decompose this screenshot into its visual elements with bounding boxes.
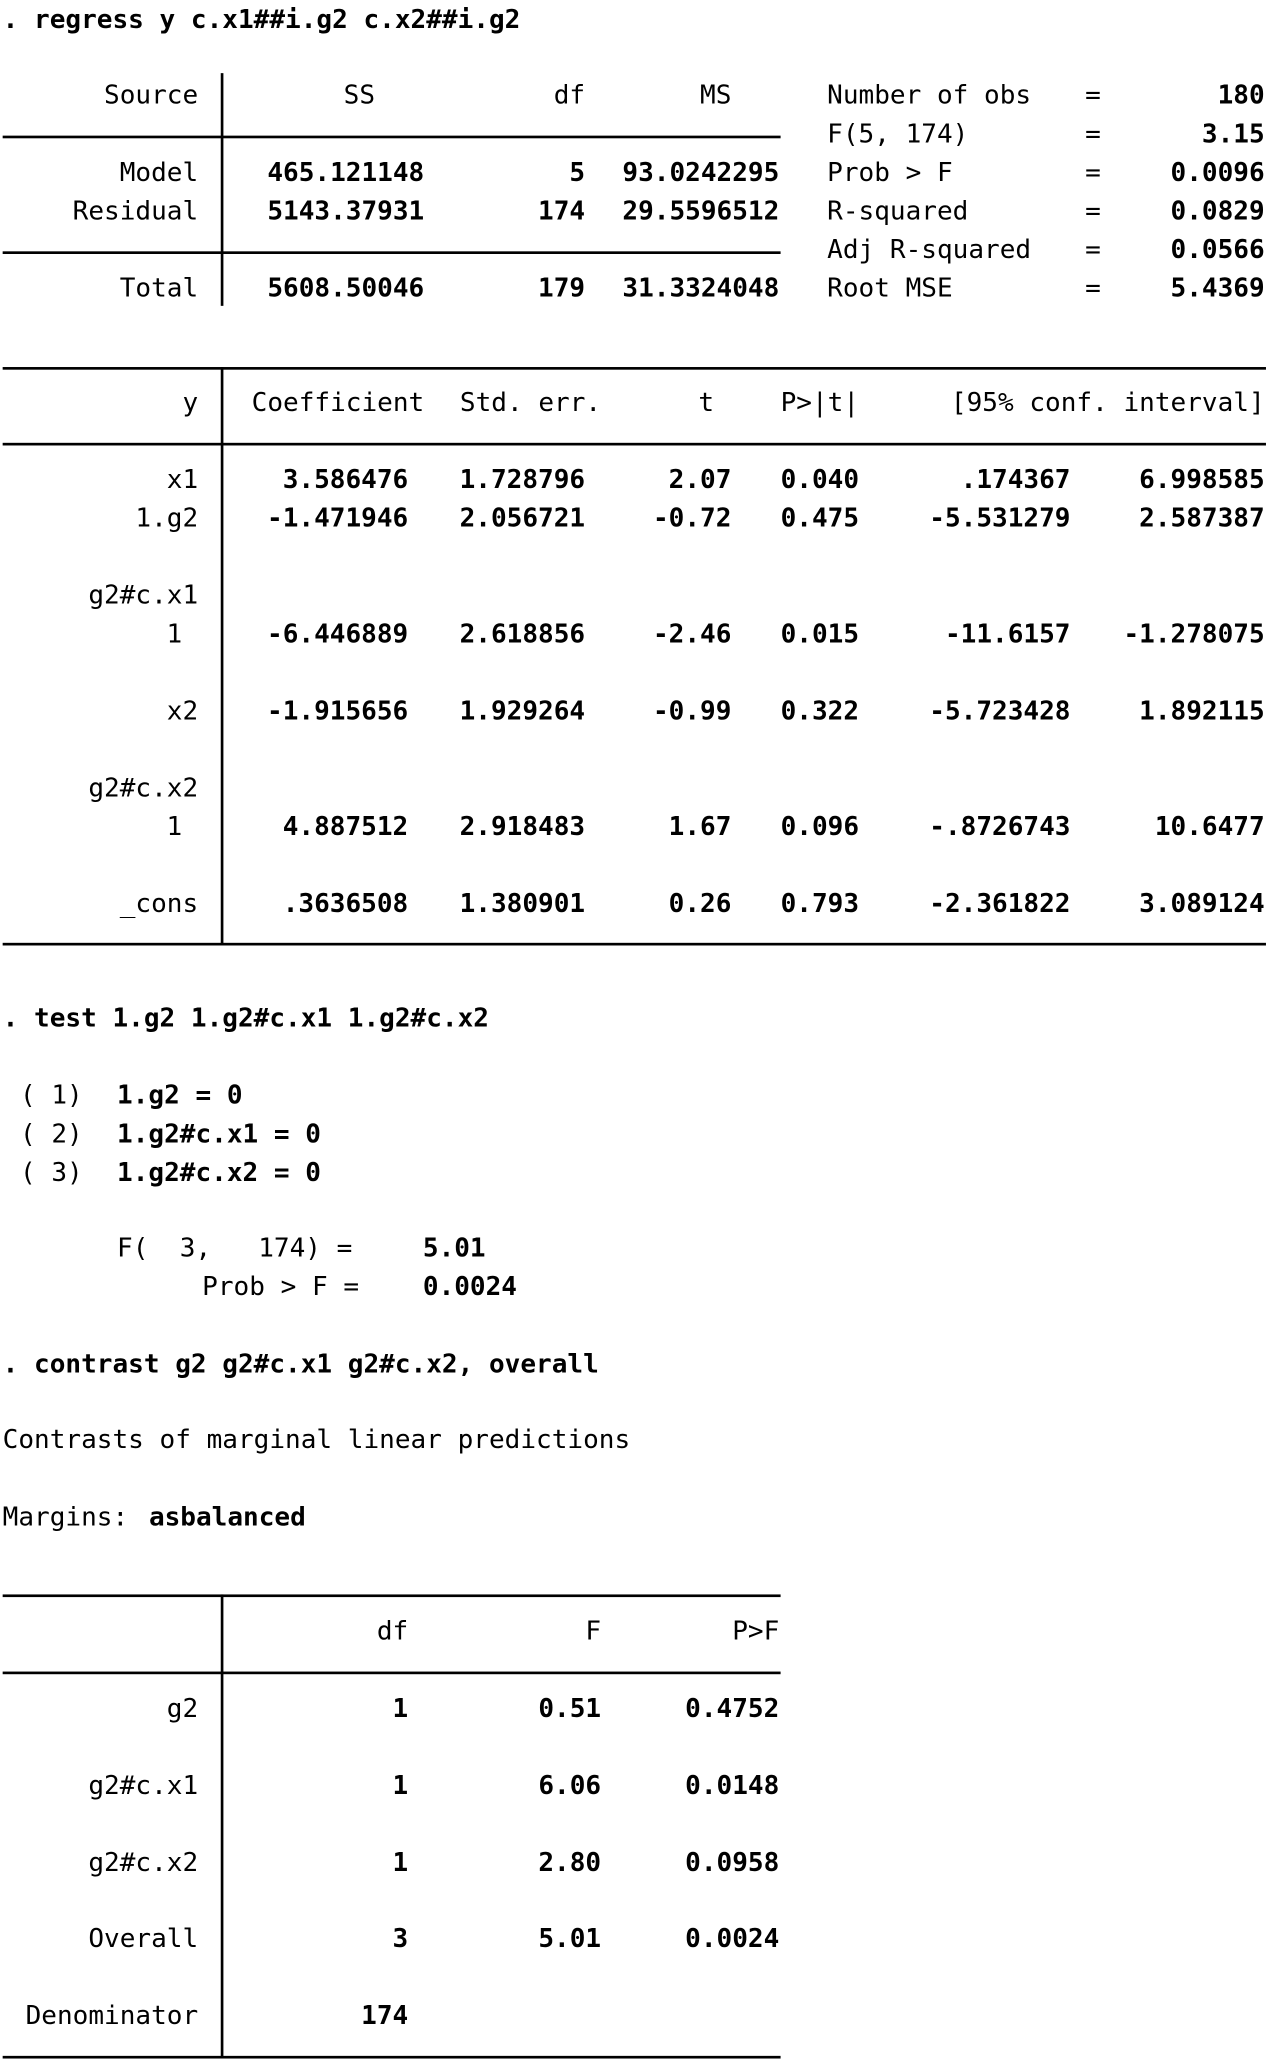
- stat-label: Adj R-squared: [827, 234, 1032, 265]
- contrast-p: 0.0148: [685, 1769, 780, 1801]
- stat-equals: =: [1085, 272, 1101, 304]
- coef-p: 0.015: [780, 618, 860, 649]
- contrast-rule: [3, 2056, 781, 2059]
- contrast-df: 3: [392, 1922, 409, 1954]
- coef-rule: [3, 367, 1266, 370]
- stat-equals: =: [1085, 234, 1101, 265]
- coef-value: -1.471946: [267, 502, 409, 534]
- test-p-value: 0.0024: [422, 1271, 518, 1302]
- coef-t: -2.46: [652, 618, 732, 649]
- anova-rule: [3, 136, 781, 139]
- coef-ci-high: -1.278075: [1123, 618, 1265, 649]
- stat-equals: =: [1085, 118, 1101, 149]
- stat-equals: =: [1085, 195, 1101, 227]
- test-f-label: F( 3, 174) =: [117, 1232, 353, 1264]
- stat-label: Root MSE: [827, 272, 953, 304]
- stat-value: 180: [1217, 79, 1265, 111]
- anova-source: Residual: [72, 195, 199, 227]
- contrast-header-f: F: [585, 1615, 602, 1647]
- anova-ms: 29.5596512: [622, 195, 780, 227]
- coef-rule: [3, 943, 1266, 946]
- contrast-header-df: df: [376, 1615, 409, 1647]
- coef-se: 2.056721: [459, 502, 586, 534]
- regress-command: . regress y c.x1##i.g2 c.x2##i.g2: [2, 3, 521, 35]
- coef-t: -0.72: [652, 502, 732, 534]
- coef-p: 0.096: [780, 811, 860, 842]
- coef-var: 1: [166, 811, 183, 842]
- coef-var: 1.g2: [135, 502, 199, 534]
- coef-p: 0.475: [780, 502, 860, 534]
- test-command: . test 1.g2 1.g2#c.x1 1.g2#c.x2: [2, 1002, 489, 1034]
- coef-header-coef: Coefficient: [251, 386, 425, 418]
- coef-var: x2: [166, 695, 199, 727]
- coef-se: 1.929264: [459, 695, 586, 727]
- coef-group-label: g2#c.x1: [88, 579, 199, 611]
- constraint-text: 1.g2 = 0: [117, 1079, 243, 1111]
- anova-ss: 5608.50046: [267, 272, 425, 304]
- coef-value: -1.915656: [267, 695, 409, 727]
- stat-equals: =: [1085, 156, 1101, 188]
- contrast-title: Contrasts of marginal linear predictions: [2, 1424, 631, 1455]
- contrast-header-p: P>F: [732, 1615, 780, 1647]
- constraint-number: ( 1): [19, 1079, 83, 1111]
- test-f-value: 5.01: [422, 1232, 486, 1264]
- anova-df: 174: [538, 195, 586, 227]
- contrast-df: 1: [392, 1847, 409, 1878]
- coef-ci-low: -.8726743: [929, 811, 1071, 842]
- anova-divider: [221, 73, 224, 306]
- coef-value: .3636508: [282, 888, 409, 919]
- coef-var: _cons: [119, 888, 199, 919]
- coef-group-label: g2#c.x2: [88, 772, 199, 804]
- margins-label: Margins:: [2, 1501, 129, 1532]
- coef-divider: [221, 367, 224, 944]
- anova-df: 5: [569, 156, 586, 188]
- contrast-df: 1: [392, 1769, 409, 1801]
- coef-value: 3.586476: [282, 464, 409, 495]
- coef-t: -0.99: [652, 695, 732, 727]
- contrast-rule: [3, 1672, 781, 1675]
- coef-t: 2.07: [668, 464, 732, 495]
- coef-p: 0.040: [780, 464, 860, 495]
- stat-equals: =: [1085, 79, 1101, 111]
- coef-header-t: t: [698, 386, 715, 418]
- anova-header-ms: MS: [700, 79, 732, 111]
- stat-value: 0.0096: [1170, 156, 1265, 188]
- coef-ci-low: -2.361822: [929, 888, 1071, 919]
- anova-ss: 465.121148: [267, 156, 425, 188]
- stat-label: F(5, 174): [827, 118, 969, 149]
- anova-ms: 93.0242295: [622, 156, 780, 188]
- coef-se: 2.618856: [459, 618, 586, 649]
- constraint-text: 1.g2#c.x2 = 0: [117, 1156, 321, 1188]
- coef-se: 1.380901: [459, 888, 586, 919]
- contrast-f: 6.06: [538, 1769, 602, 1801]
- margins-value: asbalanced: [148, 1501, 306, 1532]
- anova-ss: 5143.37931: [267, 195, 425, 227]
- constraint-text: 1.g2#c.x1 = 0: [117, 1118, 321, 1149]
- stat-value: 5.4369: [1170, 272, 1265, 304]
- coef-ci-high: 2.587387: [1139, 502, 1265, 534]
- anova-header-df: df: [553, 79, 586, 111]
- contrast-term: Overall: [88, 1922, 199, 1954]
- anova-ms: 31.3324048: [622, 272, 780, 304]
- constraint-number: ( 3): [19, 1156, 83, 1188]
- anova-header-ss: SS: [343, 79, 376, 111]
- contrast-term: g2#c.x1: [88, 1769, 199, 1801]
- constraint-number: ( 2): [19, 1118, 83, 1149]
- contrast-command: . contrast g2 g2#c.x1 g2#c.x2, overall: [2, 1348, 599, 1380]
- coef-value: -6.446889: [267, 618, 409, 649]
- contrast-p: 0.4752: [685, 1692, 780, 1724]
- coef-ci-low: .174367: [960, 464, 1071, 495]
- coef-value: 4.887512: [282, 811, 409, 842]
- coef-ci-low: -11.6157: [944, 618, 1071, 649]
- contrast-term: g2: [166, 1692, 199, 1724]
- coef-header-p: P>|t|: [780, 386, 860, 418]
- contrast-p: 0.0024: [685, 1922, 780, 1954]
- contrast-denominator-df: 174: [361, 2000, 409, 2031]
- coef-t: 0.26: [668, 888, 732, 919]
- contrast-rule: [3, 1594, 781, 1597]
- coef-se: 2.918483: [459, 811, 586, 842]
- contrast-df: 1: [392, 1692, 409, 1724]
- coef-header-se: Std. err.: [459, 386, 602, 418]
- coef-ci-high: 10.6477: [1154, 811, 1265, 842]
- contrast-divider: [221, 1594, 224, 2057]
- coef-var: x1: [166, 464, 199, 495]
- stat-value: 0.0566: [1170, 234, 1265, 265]
- anova-df: 179: [538, 272, 586, 304]
- contrast-f: 0.51: [538, 1692, 602, 1724]
- coef-p: 0.793: [780, 888, 860, 919]
- stat-label: Prob > F: [827, 156, 953, 188]
- coef-header-ci: [95% conf. interval]: [950, 386, 1265, 418]
- coef-ci-high: 6.998585: [1139, 464, 1265, 495]
- stat-label: Number of obs: [827, 79, 1032, 111]
- anova-source: Total: [119, 272, 199, 304]
- contrast-term: g2#c.x2: [88, 1847, 199, 1878]
- coef-se: 1.728796: [459, 464, 586, 495]
- anova-source: Model: [119, 156, 199, 188]
- coef-var: 1: [166, 618, 183, 649]
- contrast-f: 2.80: [538, 1847, 602, 1878]
- coef-ci-low: -5.723428: [929, 695, 1071, 727]
- coef-p: 0.322: [780, 695, 860, 727]
- coef-ci-high: 3.089124: [1139, 888, 1265, 919]
- contrast-f: 5.01: [538, 1922, 602, 1954]
- anova-header-source: Source: [104, 79, 199, 111]
- coef-ci-high: 1.892115: [1139, 695, 1265, 727]
- anova-rule: [3, 251, 781, 254]
- coef-t: 1.67: [668, 811, 732, 842]
- coef-header-var: y: [182, 386, 199, 418]
- stat-value: 0.0829: [1170, 195, 1265, 227]
- contrast-p: 0.0958: [685, 1847, 780, 1878]
- stat-label: R-squared: [827, 195, 969, 227]
- test-p-label: Prob > F =: [202, 1271, 360, 1302]
- coef-ci-low: -5.531279: [929, 502, 1071, 534]
- contrast-denominator-label: Denominator: [25, 2000, 199, 2031]
- coef-rule: [3, 443, 1266, 446]
- stat-value: 3.15: [1201, 118, 1265, 149]
